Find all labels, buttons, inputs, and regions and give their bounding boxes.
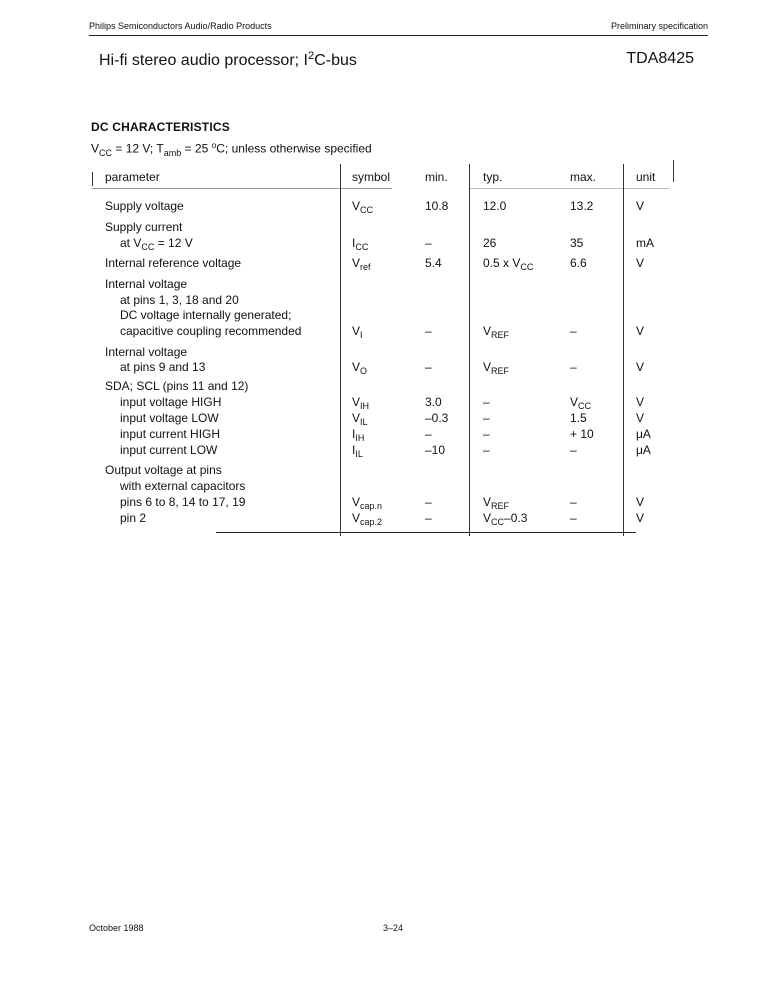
col-header-min: min. xyxy=(425,170,448,184)
param-cell: pins 6 to 8, 14 to 17, 19 xyxy=(120,495,246,509)
min-cell: 5.4 xyxy=(425,256,442,270)
param-cell: Internal reference voltage xyxy=(105,256,242,270)
table-bottom-rule xyxy=(216,532,636,533)
max-cell: 13.2 xyxy=(570,199,594,213)
unit-cell: V xyxy=(636,199,645,213)
max-cell: – xyxy=(570,324,577,338)
typ-cell: $V_{REF}$ xyxy=(483,360,510,377)
page-title: Hi-fi stereo audio processor; $I^2C$-bus xyxy=(99,50,357,70)
section-heading: DC CHARACTERISTICS xyxy=(91,120,230,134)
conditions: $V_{CC} = 12$ V; $T_{amb} = 25$ $^o$C; unless otherwise specified xyxy=(91,140,372,158)
footer-date: October 1988 xyxy=(89,923,144,933)
min-cell: – xyxy=(425,236,432,250)
symbol-cell: $V_{IL}$ xyxy=(352,411,368,428)
col-header-max: max. xyxy=(570,170,597,184)
param-cell: input voltage HIGH xyxy=(120,395,222,409)
param-cell: Output voltage at pins xyxy=(105,463,222,477)
symbol-cell: $V_{IH}$ xyxy=(352,395,370,412)
max-cell: 35 xyxy=(570,236,584,250)
param-cell: pin 2 xyxy=(120,511,147,525)
page-number: 3–24 xyxy=(383,923,404,933)
min-cell: 3.0 xyxy=(425,395,442,409)
min-cell: – xyxy=(425,511,432,525)
column-divider-symbol xyxy=(340,164,341,536)
unit-cell: μA xyxy=(636,443,651,457)
param-cell: input voltage LOW xyxy=(120,411,219,425)
typ-cell: 12.0 xyxy=(483,199,507,213)
typ-cell: – xyxy=(483,411,490,425)
param-cell: SDA; SCL (pins 11 and 12) xyxy=(105,379,249,393)
symbol-cell: $I_{IL}$ xyxy=(352,443,363,460)
typ-cell: – xyxy=(483,443,490,457)
min-cell: –10 xyxy=(425,443,446,457)
header-company: Philips Semiconductors Audio/Radio Products xyxy=(89,21,272,31)
col-header-typ: typ. xyxy=(483,170,503,184)
symbol-cell: $V_{CC}$ xyxy=(352,199,374,216)
param-cell: input current HIGH xyxy=(120,427,221,441)
param-cell: Internal voltage xyxy=(105,277,188,291)
unit-cell: V xyxy=(636,360,645,374)
unit-cell: V xyxy=(636,495,645,509)
unit-cell: V xyxy=(636,256,645,270)
symbol-cell: $V_I$ xyxy=(352,324,363,341)
col-header-unit: unit xyxy=(636,170,656,184)
min-cell: – xyxy=(425,495,432,509)
header-spec-status: Preliminary specification xyxy=(610,21,708,31)
symbol-cell: $I_{CC}$ xyxy=(352,236,369,253)
header-rule xyxy=(89,35,708,36)
header-underline-right xyxy=(470,188,670,189)
unit-cell: V xyxy=(636,395,645,409)
max-cell: – xyxy=(570,443,577,457)
param-cell: capacitive coupling recommended xyxy=(120,324,302,338)
typ-cell: $V_{CC}-0.3$ xyxy=(483,511,528,528)
param-cell: at pins 1, 3, 18 and 20 xyxy=(120,293,239,307)
param-cell: at $V_{CC} = 12$ V xyxy=(120,236,193,253)
min-cell: – xyxy=(425,427,432,441)
symbol-cell: $V_O$ xyxy=(352,360,368,377)
symbol-cell: $V_{cap.n}$ xyxy=(352,495,383,512)
max-cell: 6.6 xyxy=(570,256,587,270)
max-cell: + 10 xyxy=(570,427,594,441)
param-cell: with external capacitors xyxy=(120,479,246,493)
max-cell: – xyxy=(570,495,577,509)
unit-cell: μA xyxy=(636,427,651,441)
symbol-cell: $V_{ref}$ xyxy=(352,256,371,273)
typ-cell: 0.5 x $V_{CC}$ xyxy=(483,256,534,273)
param-cell: Supply voltage xyxy=(105,199,184,213)
param-cell: Supply current xyxy=(105,220,183,234)
symbol-cell: $V_{cap.2}$ xyxy=(352,511,383,528)
header-underline xyxy=(92,188,392,189)
min-cell: – xyxy=(425,324,432,338)
param-cell: Internal voltage xyxy=(105,345,188,359)
min-cell: –0.3 xyxy=(425,411,449,425)
col-header-symbol: symbol xyxy=(352,170,391,184)
param-cell: at pins 9 and 13 xyxy=(120,360,206,374)
column-divider-typ xyxy=(469,164,470,536)
min-cell: – xyxy=(425,360,432,374)
typ-cell: $V_{REF}$ xyxy=(483,324,510,341)
typ-cell: – xyxy=(483,427,490,441)
symbol-cell: $I_{IH}$ xyxy=(352,427,365,444)
max-cell: – xyxy=(570,511,577,525)
left-tick xyxy=(92,172,93,186)
unit-cell: V xyxy=(636,511,645,525)
unit-cell: V xyxy=(636,324,645,338)
right-tick xyxy=(673,160,674,182)
part-number: TDA8425 xyxy=(626,50,694,67)
min-cell: 10.8 xyxy=(425,199,449,213)
param-cell: DC voltage internally generated; xyxy=(120,308,292,322)
param-cell: input current LOW xyxy=(120,443,218,457)
column-divider-unit xyxy=(623,164,624,536)
col-header-parameter: parameter xyxy=(105,170,160,184)
max-cell: 1.5 xyxy=(570,411,587,425)
typ-cell: $V_{REF}$ xyxy=(483,495,510,512)
typ-cell: 26 xyxy=(483,236,497,250)
unit-cell: mA xyxy=(636,236,654,250)
unit-cell: V xyxy=(636,411,645,425)
typ-cell: – xyxy=(483,395,490,409)
max-cell: – xyxy=(570,360,577,374)
max-cell: $V_{CC}$ xyxy=(570,395,592,412)
